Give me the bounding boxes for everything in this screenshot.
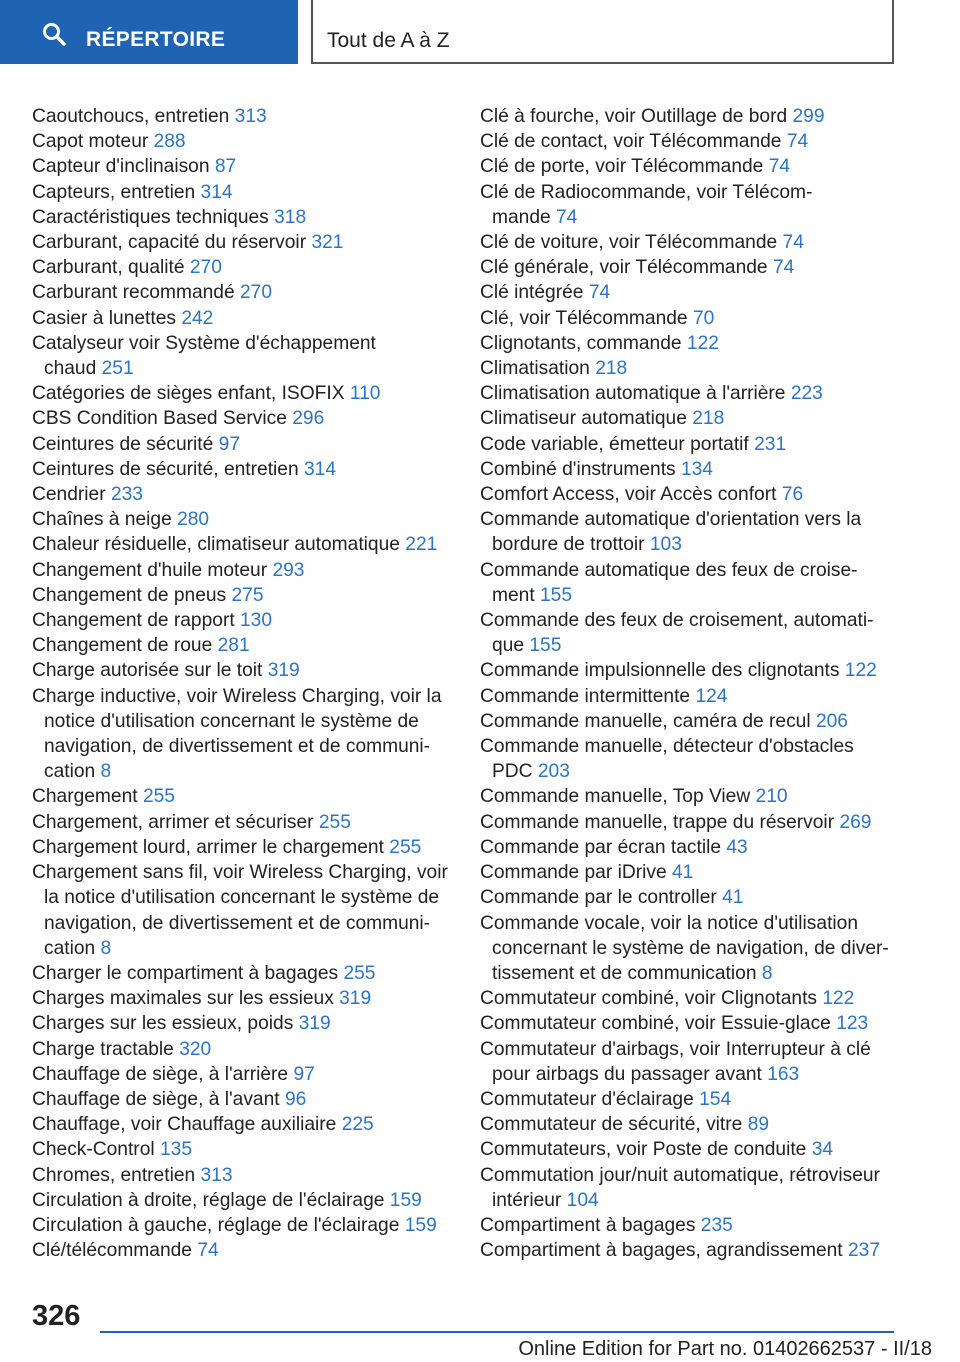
index-entry: [32, 558, 447, 583]
index-entry: [480, 1163, 895, 1213]
index-entry-text: Chargement, arrimer et sécuriser: [32, 811, 314, 833]
footer-divider: [100, 1331, 894, 1333]
index-column-right: [480, 104, 895, 1263]
index-entry: [480, 306, 895, 331]
index-column-left: [32, 104, 447, 1263]
index-entry-text: Comfort Access, voir Accès confort: [480, 484, 777, 506]
page-link[interactable]: 89: [747, 1114, 770, 1136]
index-entry-text: Commutateur d'airbags, voir Interrupteur à clé: [480, 1038, 871, 1060]
index-entry-text: Chauffage de siège, à l'avant: [32, 1088, 280, 1110]
index-entry-text: Chargement sans fil, voir Wireless Charging, voir: [32, 862, 448, 884]
page-link[interactable]: 122: [686, 332, 719, 354]
index-entry: [32, 835, 447, 860]
index-entry: [480, 608, 895, 658]
index-entry: [32, 1062, 447, 1087]
page-link[interactable]: 76: [781, 484, 804, 506]
index-entry: [480, 255, 895, 280]
index-entry: [480, 911, 895, 987]
index-entry: [480, 230, 895, 255]
index-entry-text: Catégories de sièges enfant, ISOFIX: [32, 383, 345, 405]
page-link[interactable]: 87: [214, 156, 237, 178]
index-entry: [32, 658, 447, 683]
index-entry-text: Commutateur combiné, voir Clignotants: [480, 988, 817, 1010]
index-entry: [32, 381, 447, 406]
index-entry-text: Climatisation: [480, 358, 590, 380]
index-entry-text: Commutateur d'éclairage: [480, 1088, 694, 1110]
index-entry-text: bordure de trottoir: [492, 534, 645, 556]
page-link[interactable]: 70: [692, 307, 715, 329]
index-entry-text: Catalyseur voir Système d'échappement: [32, 332, 376, 354]
page-link[interactable]: 299: [792, 106, 825, 127]
index-entry: [480, 180, 895, 230]
index-entry-text: ment: [492, 584, 535, 606]
index-entry-text: Commutateur de sécurité, vitre: [480, 1114, 743, 1136]
index-entry-text: Commutateurs, voir Poste de conduite: [480, 1139, 807, 1161]
page-link[interactable]: 74: [786, 131, 809, 153]
page-link[interactable]: 43: [726, 836, 748, 858]
index-entry-text: PDC: [492, 761, 533, 783]
index-entry: [480, 885, 895, 910]
page-link[interactable]: 159: [389, 1189, 422, 1211]
index-entry: [32, 961, 447, 986]
index-entry: [480, 658, 895, 683]
index-entry: [32, 255, 447, 280]
index-entry-text: mande: [492, 206, 551, 228]
index-entry-text: Caoutchoucs, entretien: [32, 106, 230, 127]
index-entry: [480, 482, 895, 507]
index-entry-text: Carburant, capacité du réservoir: [32, 232, 307, 254]
page-number: 326: [32, 1300, 81, 1332]
index-entry-text: chaud: [44, 358, 97, 380]
page-link[interactable]: 269: [839, 811, 872, 833]
index-entry: [480, 1137, 895, 1162]
page-link[interactable]: 221: [405, 534, 438, 556]
index-entry-text: concernant le système de navigation, de diver‐: [492, 937, 889, 959]
page-link[interactable]: 74: [556, 206, 578, 228]
page-link[interactable]: 155: [540, 584, 573, 606]
page-link[interactable]: 74: [772, 257, 795, 279]
index-entry-text: Changement de roue: [32, 635, 213, 657]
index-entry-text: la notice d'utilisation concernant le système de: [44, 887, 440, 909]
index-entry-text: Cendrier: [32, 484, 106, 506]
index-entry: [32, 784, 447, 809]
index-entry: [480, 406, 895, 431]
index-entry: [480, 1037, 895, 1087]
page-link[interactable]: 41: [671, 862, 694, 884]
index-entry-text: Commutation jour/nuit automatique, rétroviseur: [480, 1164, 880, 1186]
index-entry-text: notice d'utilisation concernant le système de: [44, 710, 419, 732]
index-entry-text: Commande vocale, voir la notice d'utilisation: [480, 912, 859, 934]
index-entry-text: intérieur: [492, 1189, 562, 1211]
page-link[interactable]: 319: [298, 1013, 331, 1035]
index-entry: [480, 1087, 895, 1112]
page-link[interactable]: 321: [311, 232, 344, 254]
page-link[interactable]: 104: [566, 1189, 599, 1211]
page-link[interactable]: 206: [815, 710, 848, 732]
index-entry: [32, 205, 447, 230]
page-link[interactable]: 237: [847, 1240, 880, 1262]
index-entry: [480, 734, 895, 784]
index-entry-text: Clé intégrée: [480, 282, 584, 304]
page-link[interactable]: 242: [181, 307, 214, 329]
index-entry: [480, 331, 895, 356]
index-entry: [32, 1163, 447, 1188]
index-entry-text: Capteurs, entretien: [32, 181, 196, 203]
page-link[interactable]: 134: [680, 458, 713, 480]
index-entry-text: Circulation à droite, réglage de l'éclairage: [32, 1189, 385, 1211]
index-entry-text: que: [492, 635, 525, 657]
index-entry: [32, 1112, 447, 1137]
page-link[interactable]: 225: [341, 1114, 374, 1136]
page-link[interactable]: 235: [700, 1214, 733, 1236]
index-entry-text: Clé à fourche, voir Outillage de bord: [480, 106, 788, 127]
index-entry: [32, 306, 447, 331]
page-link[interactable]: 255: [142, 786, 175, 808]
page-link[interactable]: 135: [159, 1139, 192, 1161]
index-entry-text: Compartiment à bagages: [480, 1214, 696, 1236]
repertoire-tab[interactable]: [0, 0, 298, 64]
page-link[interactable]: 122: [844, 660, 877, 682]
index-entry-text: cation: [44, 937, 96, 959]
index-entry-text: Clignotants, commande: [480, 332, 682, 354]
index-entry: [32, 1087, 447, 1112]
page-link[interactable]: 74: [782, 232, 804, 254]
index-entry-text: Commande manuelle, Top View: [480, 786, 751, 808]
index-entry-text: Ceintures de sécurité, entretien: [32, 458, 299, 480]
index-entry-text: Caractéristiques techniques: [32, 206, 269, 228]
index-entry: [480, 1213, 895, 1238]
section-header: [311, 0, 894, 64]
repertoire-tab-label: RÉPERTOIRE: [86, 28, 226, 51]
index-entry: [480, 129, 895, 154]
index-entry-text: Ceintures de sécurité: [32, 433, 214, 455]
index-entry: [32, 230, 447, 255]
page-link[interactable]: 313: [200, 1164, 233, 1186]
index-entry-text: Changement d'huile moteur: [32, 559, 268, 581]
index-entry: [480, 1112, 895, 1137]
index-entry-text: navigation, de divertissement et de communi‐: [44, 912, 431, 934]
page-link[interactable]: 223: [790, 383, 823, 405]
page-link[interactable]: 203: [537, 761, 570, 783]
index-entry: [480, 810, 895, 835]
index-entry: [32, 507, 447, 532]
page-link[interactable]: 8: [100, 761, 112, 783]
page-link[interactable]: 281: [217, 635, 250, 657]
index-entry-text: Commande par le controller: [480, 887, 717, 909]
page-link[interactable]: 318: [274, 206, 307, 228]
index-entry: [480, 1238, 895, 1263]
index-entry-text: Check-Control: [32, 1139, 155, 1161]
index-entry: [32, 684, 447, 785]
index-entry: [32, 331, 447, 381]
index-entry: [32, 104, 447, 129]
index-entry-text: Charge autorisée sur le toit: [32, 660, 263, 682]
index-entry: [32, 129, 447, 154]
index-entry-text: Commande automatique d'orientation vers la: [480, 509, 862, 531]
page-link[interactable]: 74: [197, 1240, 219, 1262]
index-entry-text: Carburant recommandé: [32, 282, 235, 304]
index-entry-text: Changement de pneus: [32, 584, 227, 606]
index-entry: [480, 684, 895, 709]
page-link[interactable]: 280: [177, 509, 210, 531]
index-entry-text: Commande par écran tactile: [480, 836, 722, 858]
index-entry: [480, 432, 895, 457]
index-entry-text: Commande par iDrive: [480, 862, 667, 884]
index-entry: [32, 810, 447, 835]
index-entry: [480, 280, 895, 305]
index-entry: [480, 457, 895, 482]
page-link[interactable]: 159: [404, 1214, 437, 1236]
page-link[interactable]: 255: [343, 962, 376, 984]
index-entry-text: cation: [44, 761, 96, 783]
page-link[interactable]: 255: [389, 836, 422, 858]
index-entry: [480, 709, 895, 734]
page-link[interactable]: 154: [699, 1088, 732, 1110]
index-entry: [480, 381, 895, 406]
index-entry-text: Clé générale, voir Télécommande: [480, 257, 768, 279]
index-entry: [32, 1213, 447, 1238]
index-entry-text: Charger le compartiment à bagages: [32, 962, 339, 984]
page-link[interactable]: 218: [595, 358, 628, 380]
index-entry-text: Chauffage de siège, à l'arrière: [32, 1063, 289, 1085]
index-entry: [480, 986, 895, 1011]
page-link[interactable]: 251: [101, 358, 134, 380]
index-entry-text: navigation, de divertissement et de communi‐: [44, 736, 431, 758]
index-entry-text: Charges sur les essieux, poids: [32, 1013, 294, 1035]
index-entry-text: Commande automatique des feux de croise‐: [480, 559, 858, 581]
page-link[interactable]: 96: [284, 1088, 307, 1110]
index-entry-text: Capot moteur: [32, 131, 149, 153]
index-entry-text: CBS Condition Based Service: [32, 408, 287, 430]
page-link[interactable]: 275: [231, 584, 264, 606]
index-entry: [480, 154, 895, 179]
page-link[interactable]: 41: [722, 887, 744, 909]
index-entry: [480, 784, 895, 809]
index-entry: [32, 406, 447, 431]
edition-footer: Online Edition for Part no. 01402662537 - II/18: [518, 1338, 932, 1360]
index-entry: [480, 507, 895, 557]
page-link[interactable]: 155: [529, 635, 562, 657]
page-link[interactable]: 314: [303, 458, 336, 480]
page-link[interactable]: 124: [695, 685, 728, 707]
index-entry-text: Carburant, qualité: [32, 257, 185, 279]
page-link[interactable]: 218: [692, 408, 725, 430]
index-entry: [480, 558, 895, 608]
index-entry-text: Casier à lunettes: [32, 307, 176, 329]
index-entry: [480, 860, 895, 885]
index-entry-text: Climatisation automatique à l'arrière: [480, 383, 786, 405]
index-entry: [32, 532, 447, 557]
page-link[interactable]: 270: [239, 282, 272, 304]
index-entry-text: Clé de porte, voir Télécommande: [480, 156, 764, 178]
index-entry-text: Clé de contact, voir Télécommande: [480, 131, 782, 153]
index-entry: [32, 280, 447, 305]
index-entry: [32, 1011, 447, 1036]
index-entry-text: Code variable, émetteur portatif: [480, 433, 749, 455]
index-entry: [32, 1188, 447, 1213]
index-entry-text: Commande manuelle, détecteur d'obstacles: [480, 736, 854, 758]
page-link[interactable]: 8: [761, 962, 773, 984]
page-link[interactable]: 8: [100, 937, 112, 959]
page-link[interactable]: 103: [649, 534, 682, 556]
page-link[interactable]: 122: [822, 988, 855, 1010]
index-entry-text: Charge tractable: [32, 1038, 174, 1060]
index-entry-text: Compartiment à bagages, agrandissement: [480, 1240, 843, 1262]
page-link[interactable]: 123: [836, 1013, 869, 1035]
page-link[interactable]: 97: [293, 1063, 315, 1085]
index-entry: [480, 356, 895, 381]
index-entry-text: Circulation à gauche, réglage de l'éclairage: [32, 1214, 400, 1236]
page-link[interactable]: 110: [349, 383, 381, 405]
section-title: Tout de A à Z: [327, 29, 450, 52]
page-link[interactable]: 319: [339, 988, 372, 1010]
page-link[interactable]: 97: [218, 433, 240, 455]
page-link[interactable]: 74: [768, 156, 791, 178]
index-entry-text: Combiné d'instruments: [480, 458, 676, 480]
index-entry: [32, 633, 447, 658]
index-entry: [32, 154, 447, 179]
page-link[interactable]: 233: [110, 484, 143, 506]
search-icon: [42, 22, 66, 46]
page-link[interactable]: 74: [588, 282, 611, 304]
index-entry-text: tissement et de communication: [492, 962, 757, 984]
page-link[interactable]: 313: [234, 106, 267, 127]
page-link[interactable]: 34: [811, 1139, 834, 1161]
index-entry: [32, 1037, 447, 1062]
index-entry: [32, 482, 447, 507]
index-entry-text: Clé/télécommande: [32, 1240, 192, 1262]
index-entry: [32, 860, 447, 961]
index-entry-text: Changement de rapport: [32, 610, 235, 632]
index-entry-text: Commande manuelle, trappe du réservoir: [480, 811, 835, 833]
index-entry-text: Clé de voiture, voir Télécommande: [480, 232, 778, 254]
index-entry-text: Capteur d'inclinaison: [32, 156, 210, 178]
page-link[interactable]: 270: [189, 257, 222, 279]
index-entry-text: Commande impulsionnelle des clignotants: [480, 660, 840, 682]
index-entry-text: Chromes, entretien: [32, 1164, 196, 1186]
page-link[interactable]: 319: [267, 660, 300, 682]
page-link[interactable]: 210: [755, 786, 788, 808]
index-entry-text: Climatiseur automatique: [480, 408, 687, 430]
page-link[interactable]: 314: [200, 181, 233, 203]
index-entry-text: Clé de Radiocommande, voir Télécom‐: [480, 181, 813, 203]
index-entry-text: Chaleur résiduelle, climatiseur automatique: [32, 534, 400, 556]
index-entry: [32, 432, 447, 457]
index-entry: [480, 1011, 895, 1036]
index-entry-text: Chaînes à neige: [32, 509, 172, 531]
index-entry-text: Chargement: [32, 786, 138, 808]
page-link[interactable]: 293: [272, 559, 305, 581]
index-entry: [480, 104, 895, 129]
index-entry: [480, 835, 895, 860]
index-entry-text: Charge inductive, voir Wireless Charging, voir la: [32, 685, 442, 707]
index-entry-text: Commande manuelle, caméra de recul: [480, 710, 811, 732]
index-entry-text: Commutateur combiné, voir Essuie-glace: [480, 1013, 831, 1035]
index-entry-text: Chauffage, voir Chauffage auxiliaire: [32, 1114, 337, 1136]
index-entry-text: pour airbags du passager avant: [492, 1063, 762, 1085]
index-entry-text: Commande des feux de croisement, automati‐: [480, 610, 874, 632]
index-entry-text: Charges maximales sur les essieux: [32, 988, 334, 1010]
page-link[interactable]: 130: [240, 610, 273, 632]
index-entry: [32, 608, 447, 633]
page-link[interactable]: 231: [754, 433, 787, 455]
page-link[interactable]: 320: [179, 1038, 212, 1060]
index-entry: [32, 1238, 447, 1263]
index-entry-text: Commande intermittente: [480, 685, 691, 707]
page-link[interactable]: 296: [292, 408, 325, 430]
index-entry: [32, 457, 447, 482]
page-link[interactable]: 288: [153, 131, 186, 153]
index-entry: [32, 1137, 447, 1162]
index-entry-text: Chargement lourd, arrimer le chargement: [32, 836, 384, 858]
index-entry: [32, 180, 447, 205]
page-link[interactable]: 255: [318, 811, 351, 833]
index-entry: [32, 986, 447, 1011]
index-entry: [32, 583, 447, 608]
index-entry-text: Clé, voir Télécommande: [480, 307, 688, 329]
page-link[interactable]: 163: [767, 1063, 800, 1085]
